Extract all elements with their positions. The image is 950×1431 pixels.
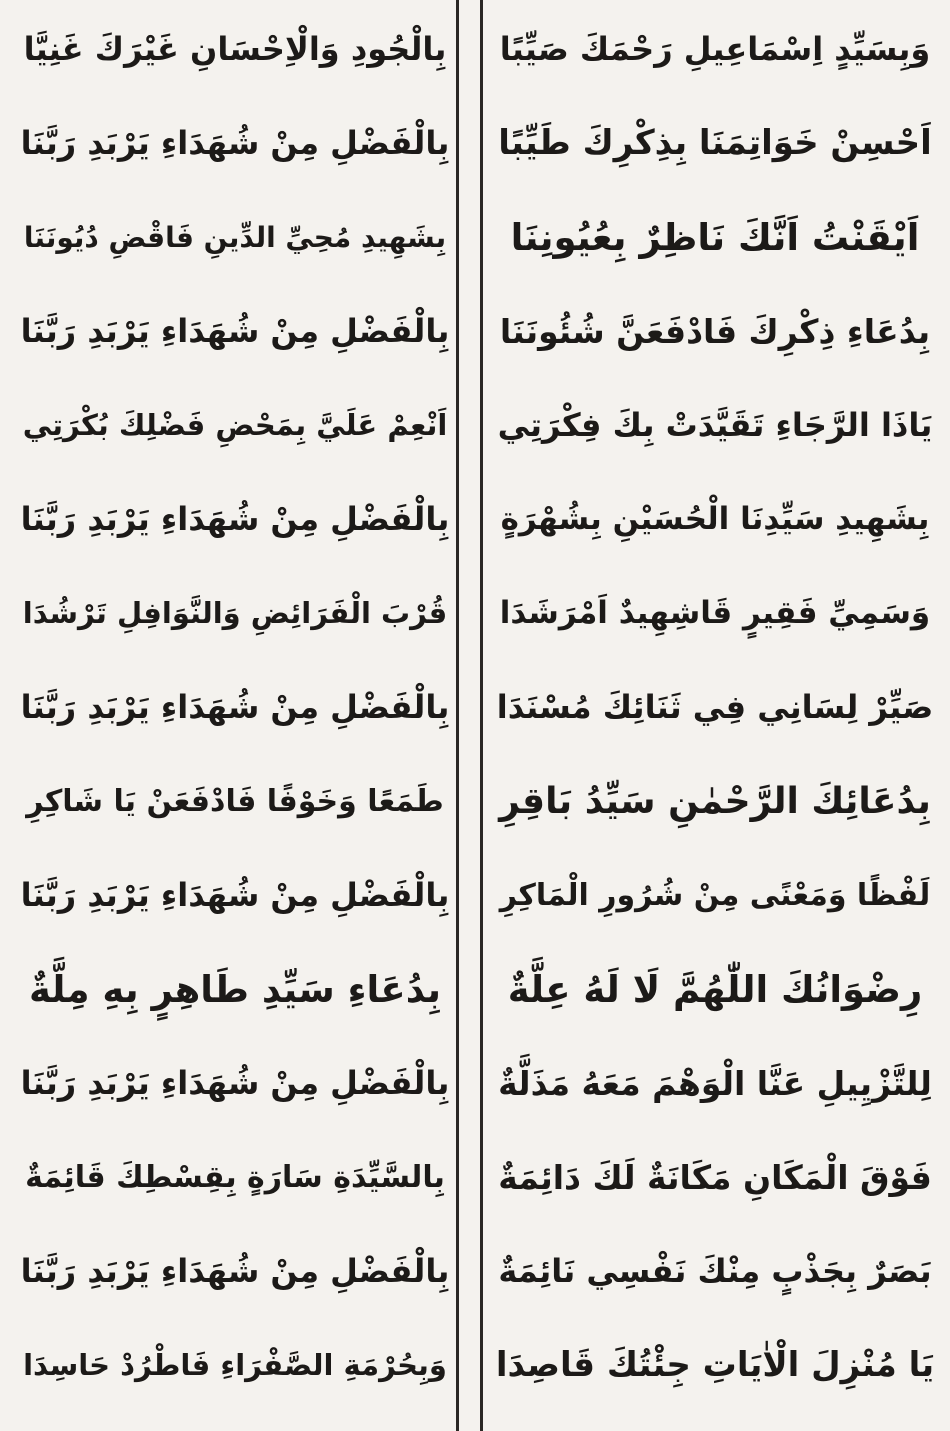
- right-verse-6: بِشَهِيدِ سَيِّدِنَا الْحُسَيْنِ بِشُهْرَةٍ: [500, 501, 930, 537]
- right-verse-8: صَيِّرْ لِسَانِي فِي ثَنَائِكَ مُسْنَدَا: [496, 688, 934, 726]
- right-verse-14: بَصَرٌ بِجَذْبٍ مِنْكَ نَفْسِي نَائِمَةٌ: [498, 1252, 932, 1290]
- left-verse-8: بِالْفَضْلِ مِنْ شُهَدَاءِ يَرْبَدِ رَبَّنَا: [20, 688, 450, 726]
- left-verse-2: بِالْفَضْلِ مِنْ شُهَدَاءِ يَرْبَدِ رَبَّنَا: [20, 124, 450, 162]
- right-verse-11: رِضْوَانُكَ اللّٰهُمَّ لَا لَهُ عِلَّةٌ: [507, 967, 923, 1011]
- left-verse-10: بِالْفَضْلِ مِنْ شُهَدَاءِ يَرْبَدِ رَبَّنَا: [20, 876, 450, 914]
- column-divider-left: [456, 0, 459, 1431]
- left-verse-15: وَبِحُرْمَةِ الصَّفْرَاءِ فَاطْرُدْ حَاسِدَا: [23, 1348, 447, 1382]
- left-verse-3: بِشَهِيدِ مُحِيِّ الدِّينِ فَاقْضِ دُيُونَنَا: [23, 220, 447, 254]
- left-verse-1: بِالْجُودِ وَالْاِحْسَانِ غَيْرَكَ غَنِيَّا: [23, 30, 447, 68]
- left-verse-9: طَمَعًا وَخَوْفًا فَادْفَعَنْ يَا شَاكِرِ: [26, 783, 444, 819]
- left-verse-13: بِالسَّيِّدَةِ سَارَةٍ بِقِسْطِكَ قَائِمَةٌ: [25, 1159, 445, 1195]
- left-verse-11: بِدُعَاءِ سَيِّدِ طَاهِرٍ بِهِ مِلَّةٌ: [29, 967, 441, 1011]
- column-divider-right: [480, 0, 483, 1431]
- left-verse-6: بِالْفَضْلِ مِنْ شُهَدَاءِ يَرْبَدِ رَبَّنَا: [20, 500, 450, 538]
- right-column: [483, 0, 950, 1431]
- right-verse-1: وَبِسَيِّدٍ اِسْمَاعِيلِ رَحْمَكَ صَيِّبًا: [499, 30, 931, 68]
- right-verse-2: اَحْسِنْ خَوَاتِمَنَا بِذِكْرِكَ طَيِّبًا: [498, 123, 932, 163]
- left-verse-14: بِالْفَضْلِ مِنْ شُهَدَاءِ يَرْبَدِ رَبَّنَا: [20, 1252, 450, 1290]
- right-verse-3: اَيْقَنْتُ اَنَّكَ نَاظِرٌ بِعُيُونِنَا: [510, 215, 920, 259]
- right-verse-7: وَسَمِيِّ فَقِيرٍ قَاشِهِيدٌ اَمْرَشَدَا: [499, 595, 931, 631]
- right-verse-9: بِدُعَائِكَ الرَّحْمٰنِ سَيِّدُ بَاقِرِ: [499, 780, 931, 822]
- right-verse-10: لَفْظًا وَمَعْنًى مِنْ شُرُورِ الْمَاكِرِ: [499, 877, 931, 913]
- right-verse-13: فَوْقَ الْمَكَانِ مَكَانَةٌ لَكَ دَائِمَةٌ: [498, 1157, 932, 1197]
- left-verse-5: اَنْعِمْ عَلَيَّ بِمَحْضِ فَضْلِكَ بُكْرَتِي: [22, 408, 448, 442]
- right-verse-15: يَا مُنْزِلَ الْاٰيَاتِ جِئْتُكَ قَاصِدَا: [495, 1345, 935, 1385]
- left-verse-12: بِالْفَضْلِ مِنْ شُهَدَاءِ يَرْبَدِ رَبَّنَا: [20, 1064, 450, 1102]
- right-verse-12: لِلتَّزْيِيلِ عَنَّا الْوَهْمَ مَعَهُ مَذَلَّةٌ: [498, 1063, 932, 1103]
- left-verse-7: قُرْبَ الْفَرَائِضِ وَالنَّوَافِلِ تَرْشُدَا: [22, 596, 448, 630]
- left-verse-4: بِالْفَضْلِ مِنْ شُهَدَاءِ يَرْبَدِ رَبَّنَا: [20, 312, 450, 350]
- left-column: [0, 0, 456, 1431]
- right-verse-5: يَاذَا الرَّجَاءِ تَقَيَّدَتْ بِكَ فِكْرَتِي: [497, 406, 933, 444]
- right-verse-4: بِدُعَاءِ ذِكْرِكَ فَادْفَعَنَّ شُئُونَنَا: [499, 311, 931, 351]
